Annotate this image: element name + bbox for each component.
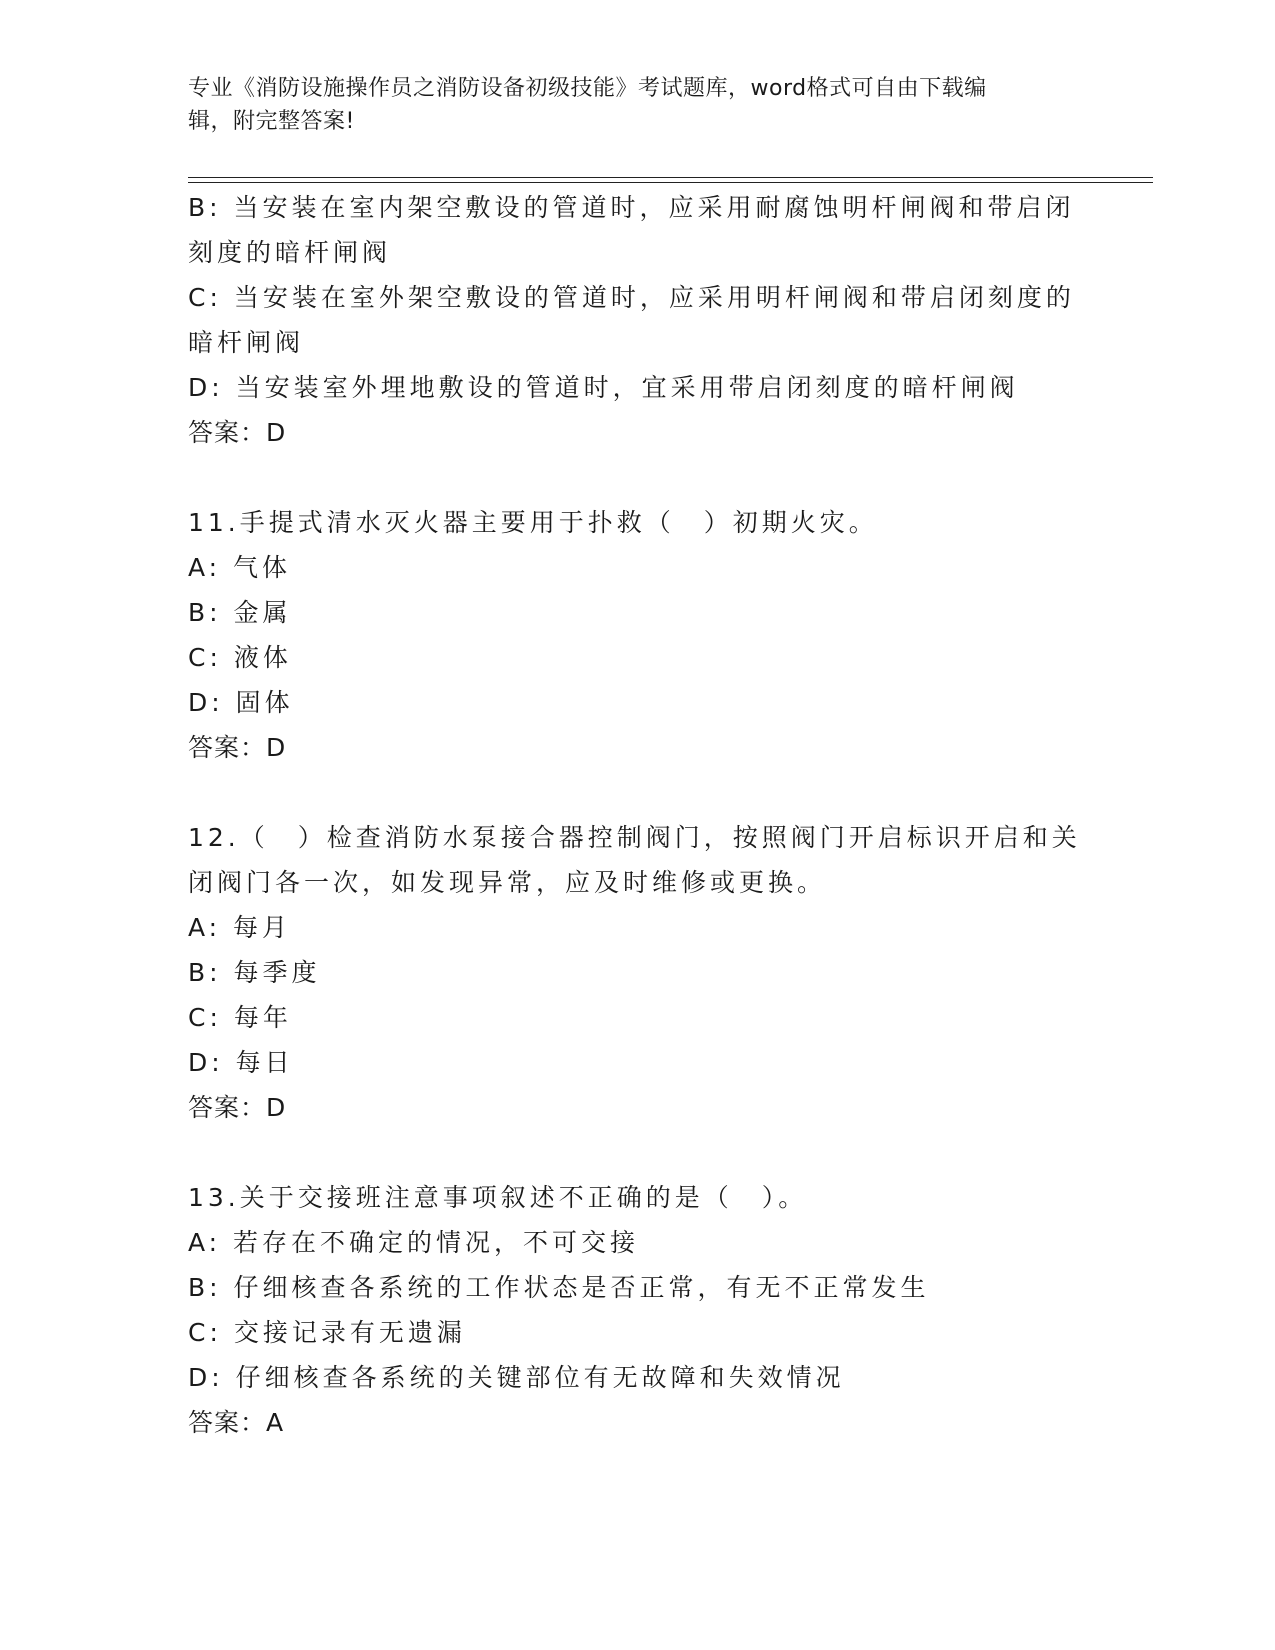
q12-option-b: B: 每季度: [188, 958, 321, 987]
q11-option-c: C: 液体: [188, 643, 292, 672]
q11-option-a: A: 气体: [188, 553, 292, 582]
q11-stem: 11.手提式清水灭火器主要用于扑救（ ）初期火灾。: [188, 508, 878, 537]
document-header: [188, 72, 1068, 138]
prev-option-d: D: 当安装室外埋地敷设的管道时，宜采用带启闭刻度的暗杆闸阀: [188, 373, 1019, 402]
prev-option-c-line-2: 暗杆闸阀: [188, 328, 305, 357]
prev-option-b-line-1: B: 当安装在室内架空敷设的管道时，应采用耐腐蚀明杆闸阀和带启闭: [188, 193, 1075, 222]
q12-option-c: C: 每年: [188, 1003, 292, 1032]
q13-option-b: B: 仔细核查各系统的工作状态是否正常，有无不正常发生: [188, 1273, 930, 1302]
q12-option-a: A: 每月: [188, 913, 292, 942]
q12-answer: 答案：D: [188, 1093, 287, 1122]
header-title-line-1: 专业《消防设施操作员之消防设备初级技能》考试题库，word格式可自由下载编: [188, 76, 987, 101]
q11-option-d: D: 固体: [188, 688, 294, 717]
header-divider-bottom: [188, 182, 1153, 183]
q13-option-d: D: 仔细核查各系统的关键部位有无故障和失效情况: [188, 1363, 845, 1392]
q11-option-b: B: 金属: [188, 598, 292, 627]
q12-stem-line-1: 12.（ ）检查消防水泵接合器控制阀门，按照阀门开启标识开启和关: [188, 823, 1081, 852]
header-title-line-2: 辑，附完整答案!: [188, 109, 355, 134]
q13-option-a: A: 若存在不确定的情况，不可交接: [188, 1228, 640, 1257]
header-divider-top: [188, 177, 1153, 178]
prev-option-c-line-1: C: 当安装在室外架空敷设的管道时，应采用明杆闸阀和带启闭刻度的: [188, 283, 1075, 312]
prev-answer: 答案：D: [188, 418, 287, 447]
q12-option-d: D: 每日: [188, 1048, 294, 1077]
q13-answer: 答案：A: [188, 1408, 285, 1437]
q13-option-c: C: 交接记录有无遗漏: [188, 1318, 466, 1347]
q13-stem: 13.关于交接班注意事项叙述不正确的是（ ）。: [188, 1183, 808, 1212]
prev-option-b-line-2: 刻度的暗杆闸阀: [188, 238, 392, 267]
q11-answer: 答案：D: [188, 733, 287, 762]
q12-stem-line-2: 闭阀门各一次，如发现异常，应及时维修或更换。: [188, 868, 827, 897]
